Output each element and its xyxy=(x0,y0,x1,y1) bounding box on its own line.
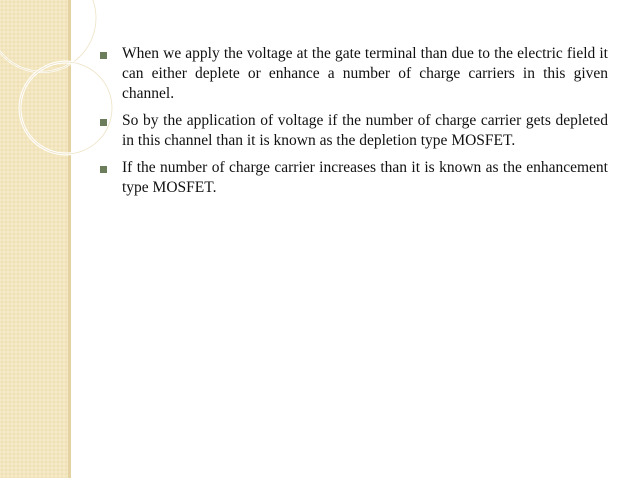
slide-content xyxy=(98,44,608,205)
bullet-text: When we apply the voltage at the gate terminal than due to the electric field it can either deplete or enhance a number of charge carriers in this given channel. xyxy=(122,45,608,102)
bullet-square-icon xyxy=(100,166,107,173)
bullet-text: If the number of charge carrier increases than it is known as the enhancement type MOSFET. xyxy=(122,159,608,196)
bullet-list xyxy=(98,44,608,198)
bullet-item xyxy=(98,111,608,151)
bullet-text: So by the application of voltage if the number of charge carrier gets depleted in this channel than it is known as the depletion type MOSFET. xyxy=(122,112,608,149)
bullet-item xyxy=(98,44,608,104)
bullet-square-icon xyxy=(100,119,107,126)
bullet-item xyxy=(98,158,608,198)
bullet-square-icon xyxy=(100,52,107,59)
